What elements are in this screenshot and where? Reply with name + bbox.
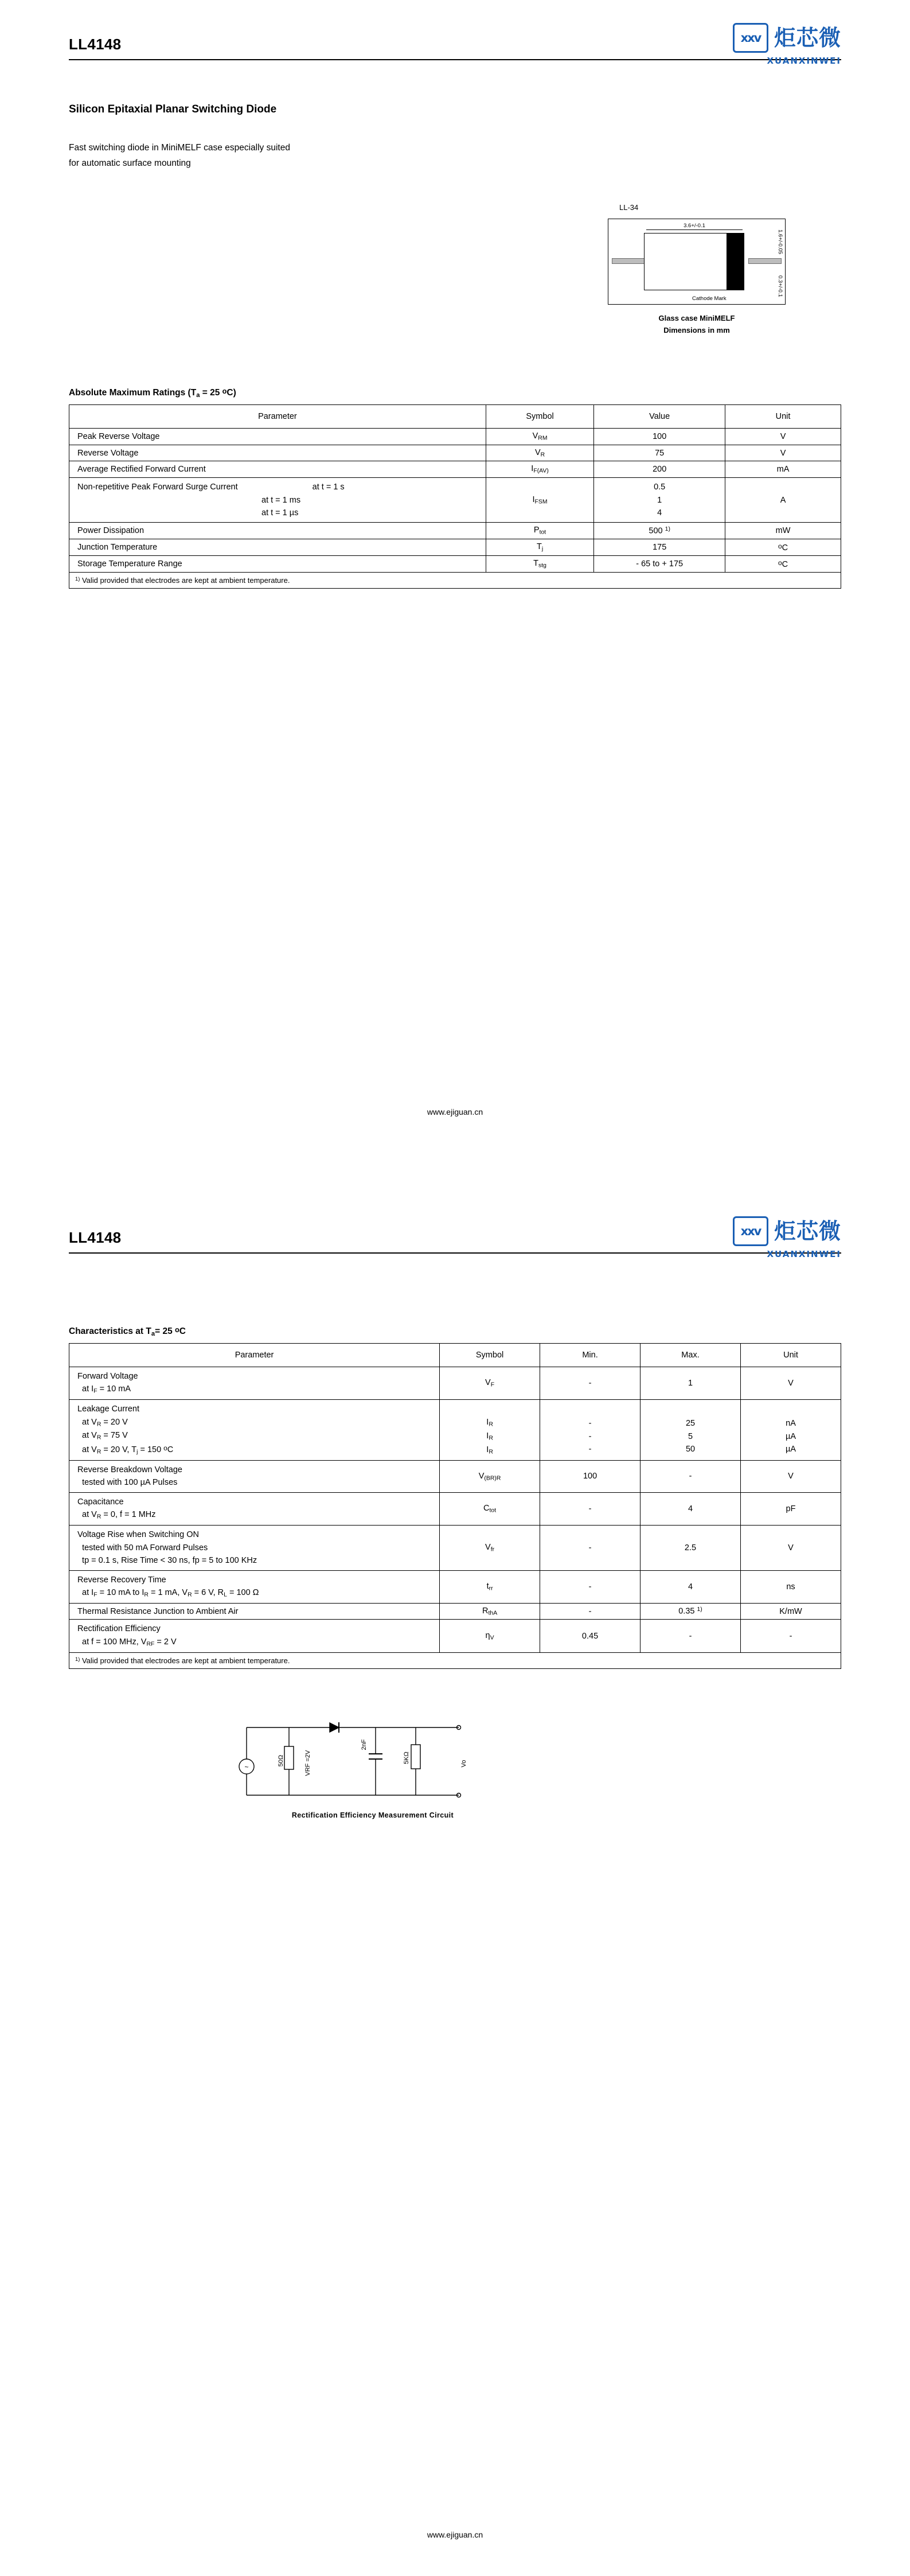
col-value: Value — [594, 405, 725, 429]
page-2 — [0, 1193, 910, 2576]
cell-min: - — [540, 1603, 640, 1620]
param-text: Non-repetitive Peak Forward Surge Current — [77, 482, 238, 492]
cell-symbol: $V_R$ — [486, 445, 593, 461]
page-title-2: LL4148 — [69, 1229, 122, 1246]
cell-unit: V — [741, 1460, 841, 1492]
dimension-lead: 0.3+/-0.1 — [777, 275, 783, 298]
cell-symbol: $V_{(BR)R}$ — [440, 1460, 540, 1492]
cell-parameter: Forward Voltage at $I_F = 10$ mA — [69, 1367, 440, 1399]
cell-max: 4 — [640, 1570, 741, 1603]
cell-parameter — [69, 1460, 440, 1492]
dimension-height: 1.6+/-0.05 — [777, 229, 783, 255]
table-note-row — [69, 1652, 841, 1668]
table-row — [69, 1570, 841, 1603]
cell-parameter: Capacitance at $V_R = 0$, f = 1 MHz — [69, 1492, 440, 1525]
cell-unit: V — [725, 445, 841, 461]
document-subtitle: Silicon Epitaxial Planar Switching Diode — [69, 103, 277, 115]
cell-parameter: Leakage Current at $V_R = 20$ V at $V_R = 75$ V at $V_R = 20$ V, $T_j = 150$ $^o$C — [69, 1400, 440, 1461]
cell-symbol: $T_j$ — [486, 539, 593, 556]
cell-parameter — [69, 478, 486, 523]
page-title: LL4148 — [69, 36, 122, 53]
cell-symbol: $R_{thA}$ — [440, 1603, 540, 1620]
characteristics-section — [69, 1325, 841, 1669]
package-case-label: LL-34 — [619, 203, 639, 212]
footnote-text: Valid provided that electrodes are kept at ambient temperature. — [81, 576, 290, 585]
cell-parameter: Rectification Efficiency at f = 100 MHz, $V_{RF} = 2$ V — [69, 1620, 440, 1652]
table-row — [69, 429, 841, 445]
diode-body — [644, 233, 744, 290]
param-line-1: Reverse Breakdown Voltage — [77, 1465, 182, 1474]
description-line-2: for automatic surface mounting — [69, 158, 191, 169]
cell-parameter: Power Dissipation — [69, 523, 486, 539]
table-note-row — [69, 572, 841, 588]
label-capacitor: 2nF — [361, 1739, 368, 1750]
package-outline — [608, 219, 786, 305]
cell-value — [594, 478, 725, 523]
cell-unit: K/mW — [741, 1603, 841, 1620]
cell-value: 175 — [594, 539, 725, 556]
cell-symbol: $V_{fr}$ — [440, 1526, 540, 1570]
cell-unit: V — [741, 1526, 841, 1570]
page-footer-2: www.ejiguan.cn — [427, 2530, 483, 2539]
cell-max: 2.5 — [640, 1526, 741, 1570]
cell-min: - - - — [540, 1400, 640, 1461]
cell-max: 1 — [640, 1367, 741, 1399]
cell-value: 100 — [594, 429, 725, 445]
cell-parameter: Average Rectified Forward Current — [69, 461, 486, 478]
cell-symbol: $T_{stg}$ — [486, 556, 593, 573]
col-unit: Unit — [741, 1343, 841, 1367]
cell-parameter: Reverse Voltage — [69, 445, 486, 461]
param-line-1: Voltage Rise when Switching ON — [77, 1530, 199, 1540]
param-line-1: Capacitance — [77, 1497, 124, 1507]
value-1: 0.5 — [654, 482, 666, 492]
table-row — [69, 478, 841, 523]
cell-max: - — [640, 1620, 741, 1652]
cell-unit: $^o$C — [725, 539, 841, 556]
condition-3: at t = 1 µs — [261, 508, 299, 517]
table-row — [69, 556, 841, 573]
logo-english-name: XUANXINWEI — [767, 1249, 841, 1259]
cell-unit: pF — [741, 1492, 841, 1525]
cell-max: 25 5 50 — [640, 1400, 741, 1461]
param-line-1: Leakage Current — [77, 1404, 140, 1414]
table-row — [69, 1526, 841, 1570]
cell-unit: mW — [725, 523, 841, 539]
cell-parameter: Storage Temperature Range — [69, 556, 486, 573]
col-parameter: Parameter — [69, 1343, 440, 1367]
logo-chinese-name: 炬芯微 — [774, 1219, 841, 1244]
cell-unit: V — [725, 429, 841, 445]
logo-mark-text: xxv — [740, 31, 761, 45]
description-line-1: Fast switching diode in MiniMELF case especially suited — [69, 143, 290, 153]
cell-symbol: $P_{tot}$ — [486, 523, 593, 539]
col-symbol: Symbol — [440, 1343, 540, 1367]
table-row — [69, 461, 841, 478]
cathode-mark-label: Cathode Mark — [692, 295, 727, 302]
logo-mark-icon — [733, 23, 768, 53]
characteristics-table — [69, 1343, 841, 1669]
cell-symbol: $\eta_V$ — [440, 1620, 540, 1652]
table-row — [69, 1460, 841, 1492]
cell-max: - — [640, 1460, 741, 1492]
cell-unit: - — [741, 1620, 841, 1652]
cell-min: - — [540, 1492, 640, 1525]
cell-value: 500 $^{1)}$ — [594, 523, 725, 539]
cell-unit: V — [741, 1367, 841, 1399]
cell-symbol: $I_{F(AV)}$ — [486, 461, 593, 478]
cell-symbol: $I_R$ $I_R$ $I_R$ — [440, 1400, 540, 1461]
document-description — [69, 140, 841, 171]
param-line-1: Rectification Efficiency — [77, 1624, 161, 1634]
value-3: 4 — [657, 508, 662, 517]
footnote-marker: 1) — [75, 1656, 80, 1662]
col-max: Max. — [640, 1343, 741, 1367]
logo-mark-icon — [733, 1216, 768, 1246]
cell-value: 75 — [594, 445, 725, 461]
cell-unit: nA µA µA — [741, 1400, 841, 1461]
cell-min: 100 — [540, 1460, 640, 1492]
abs-max-title: Absolute Maximum Ratings ($T_a = 25$ $^o$C) — [69, 387, 236, 399]
param-line-2: tested with 50 mA Forward Pulses — [82, 1543, 208, 1552]
cell-max: 4 — [640, 1492, 741, 1525]
cell-symbol: $V_F$ — [440, 1367, 540, 1399]
cell-max: 0.35 $^{1)}$ — [640, 1603, 741, 1620]
circuit-svg — [229, 1703, 516, 1804]
table-row — [69, 1367, 841, 1399]
table-row — [69, 1400, 841, 1461]
param-line-2: tested with 100 µA Pulses — [82, 1478, 178, 1488]
label-source-resistor: 50Ω — [278, 1754, 284, 1767]
table-header-row — [69, 405, 841, 429]
package-caption-line-1: Glass case MiniMELF — [658, 314, 735, 323]
svg-text:~: ~ — [244, 1762, 249, 1771]
lead-left — [612, 258, 645, 264]
cell-symbol: $I_{FSM}$ — [486, 478, 593, 523]
page-1 — [0, 0, 910, 1193]
company-logo-2 — [669, 1216, 841, 1259]
cell-symbol: $C_{tot}$ — [440, 1492, 540, 1525]
table-row — [69, 1620, 841, 1652]
cell-symbol: $t_{rr}$ — [440, 1570, 540, 1603]
param-line-1: Reverse Recovery Time — [77, 1575, 166, 1585]
footnote-marker: 1) — [75, 575, 80, 582]
table-row — [69, 523, 841, 539]
cell-min: - — [540, 1526, 640, 1570]
logo-english-name: XUANXINWEI — [767, 56, 841, 66]
package-drawing — [69, 203, 841, 358]
cell-min: 0.45 — [540, 1620, 640, 1652]
characteristics-title: Characteristics at $T_a= 25$ $^o$C — [69, 1325, 186, 1337]
logo-mark-text: xxv — [740, 1224, 761, 1238]
col-symbol: Symbol — [486, 405, 593, 429]
cell-symbol: $V_{RM}$ — [486, 429, 593, 445]
cell-value: - 65 to + 175 — [594, 556, 725, 573]
condition-1: at t = 1 s — [312, 482, 345, 492]
cell-unit: $^o$C — [725, 556, 841, 573]
cell-min: - — [540, 1367, 640, 1399]
cell-parameter: Reverse Recovery Time at $I_F = 10$ mA to $I_R = 1$ mA, $V_R = 6$ V, $R_L = 100$ Ω — [69, 1570, 440, 1603]
table-footnote — [69, 572, 841, 588]
page-header-2 — [69, 1193, 841, 1284]
label-output: Vo — [460, 1760, 467, 1768]
value-2: 1 — [657, 495, 662, 505]
param-line-1: Forward Voltage — [77, 1371, 138, 1381]
cell-parameter: Junction Temperature — [69, 539, 486, 556]
circuit-caption: Rectification Efficiency Measurement Circuit — [291, 1811, 454, 1819]
cell-parameter: Voltage Rise when Switching ON tested with 50 mA Forward Pulses tp = 0.1 s, Rise Time < 30 ns, fp = 5 to 100 KHz — [69, 1526, 440, 1570]
table-header-row — [69, 1343, 841, 1367]
cell-parameter: Peak Reverse Voltage — [69, 429, 486, 445]
cell-unit: A — [725, 478, 841, 523]
table-row — [69, 1492, 841, 1525]
measurement-circuit-diagram — [69, 1703, 841, 1835]
table-footnote — [69, 1652, 841, 1668]
cell-unit: ns — [741, 1570, 841, 1603]
package-caption-line-2: Dimensions in mm — [663, 326, 730, 335]
col-min: Min. — [540, 1343, 640, 1367]
label-load-resistor: 5KΩ — [403, 1752, 410, 1764]
cell-parameter: Thermal Resistance Junction to Ambient Air — [69, 1603, 440, 1620]
logo-chinese-name: 炬芯微 — [774, 25, 841, 50]
absolute-maximum-ratings-section — [69, 387, 841, 589]
cell-unit: mA — [725, 461, 841, 478]
abs-max-table — [69, 404, 841, 589]
dimension-length: 3.6+/-0.1 — [646, 223, 743, 230]
page-header — [69, 0, 841, 91]
page-footer-1: www.ejiguan.cn — [427, 1107, 483, 1116]
table-row — [69, 1603, 841, 1620]
col-parameter: Parameter — [69, 405, 486, 429]
footnote-text: Valid provided that electrodes are kept at ambient temperature. — [81, 1656, 290, 1665]
cathode-band — [727, 234, 744, 290]
table-row — [69, 539, 841, 556]
company-logo — [669, 23, 841, 66]
cell-value: 200 — [594, 461, 725, 478]
condition-2: at t = 1 ms — [261, 495, 301, 505]
label-vrf: VRF =2V — [304, 1750, 311, 1776]
package-caption — [608, 313, 786, 337]
cell-min: - — [540, 1570, 640, 1603]
table-row — [69, 445, 841, 461]
col-unit: Unit — [725, 405, 841, 429]
